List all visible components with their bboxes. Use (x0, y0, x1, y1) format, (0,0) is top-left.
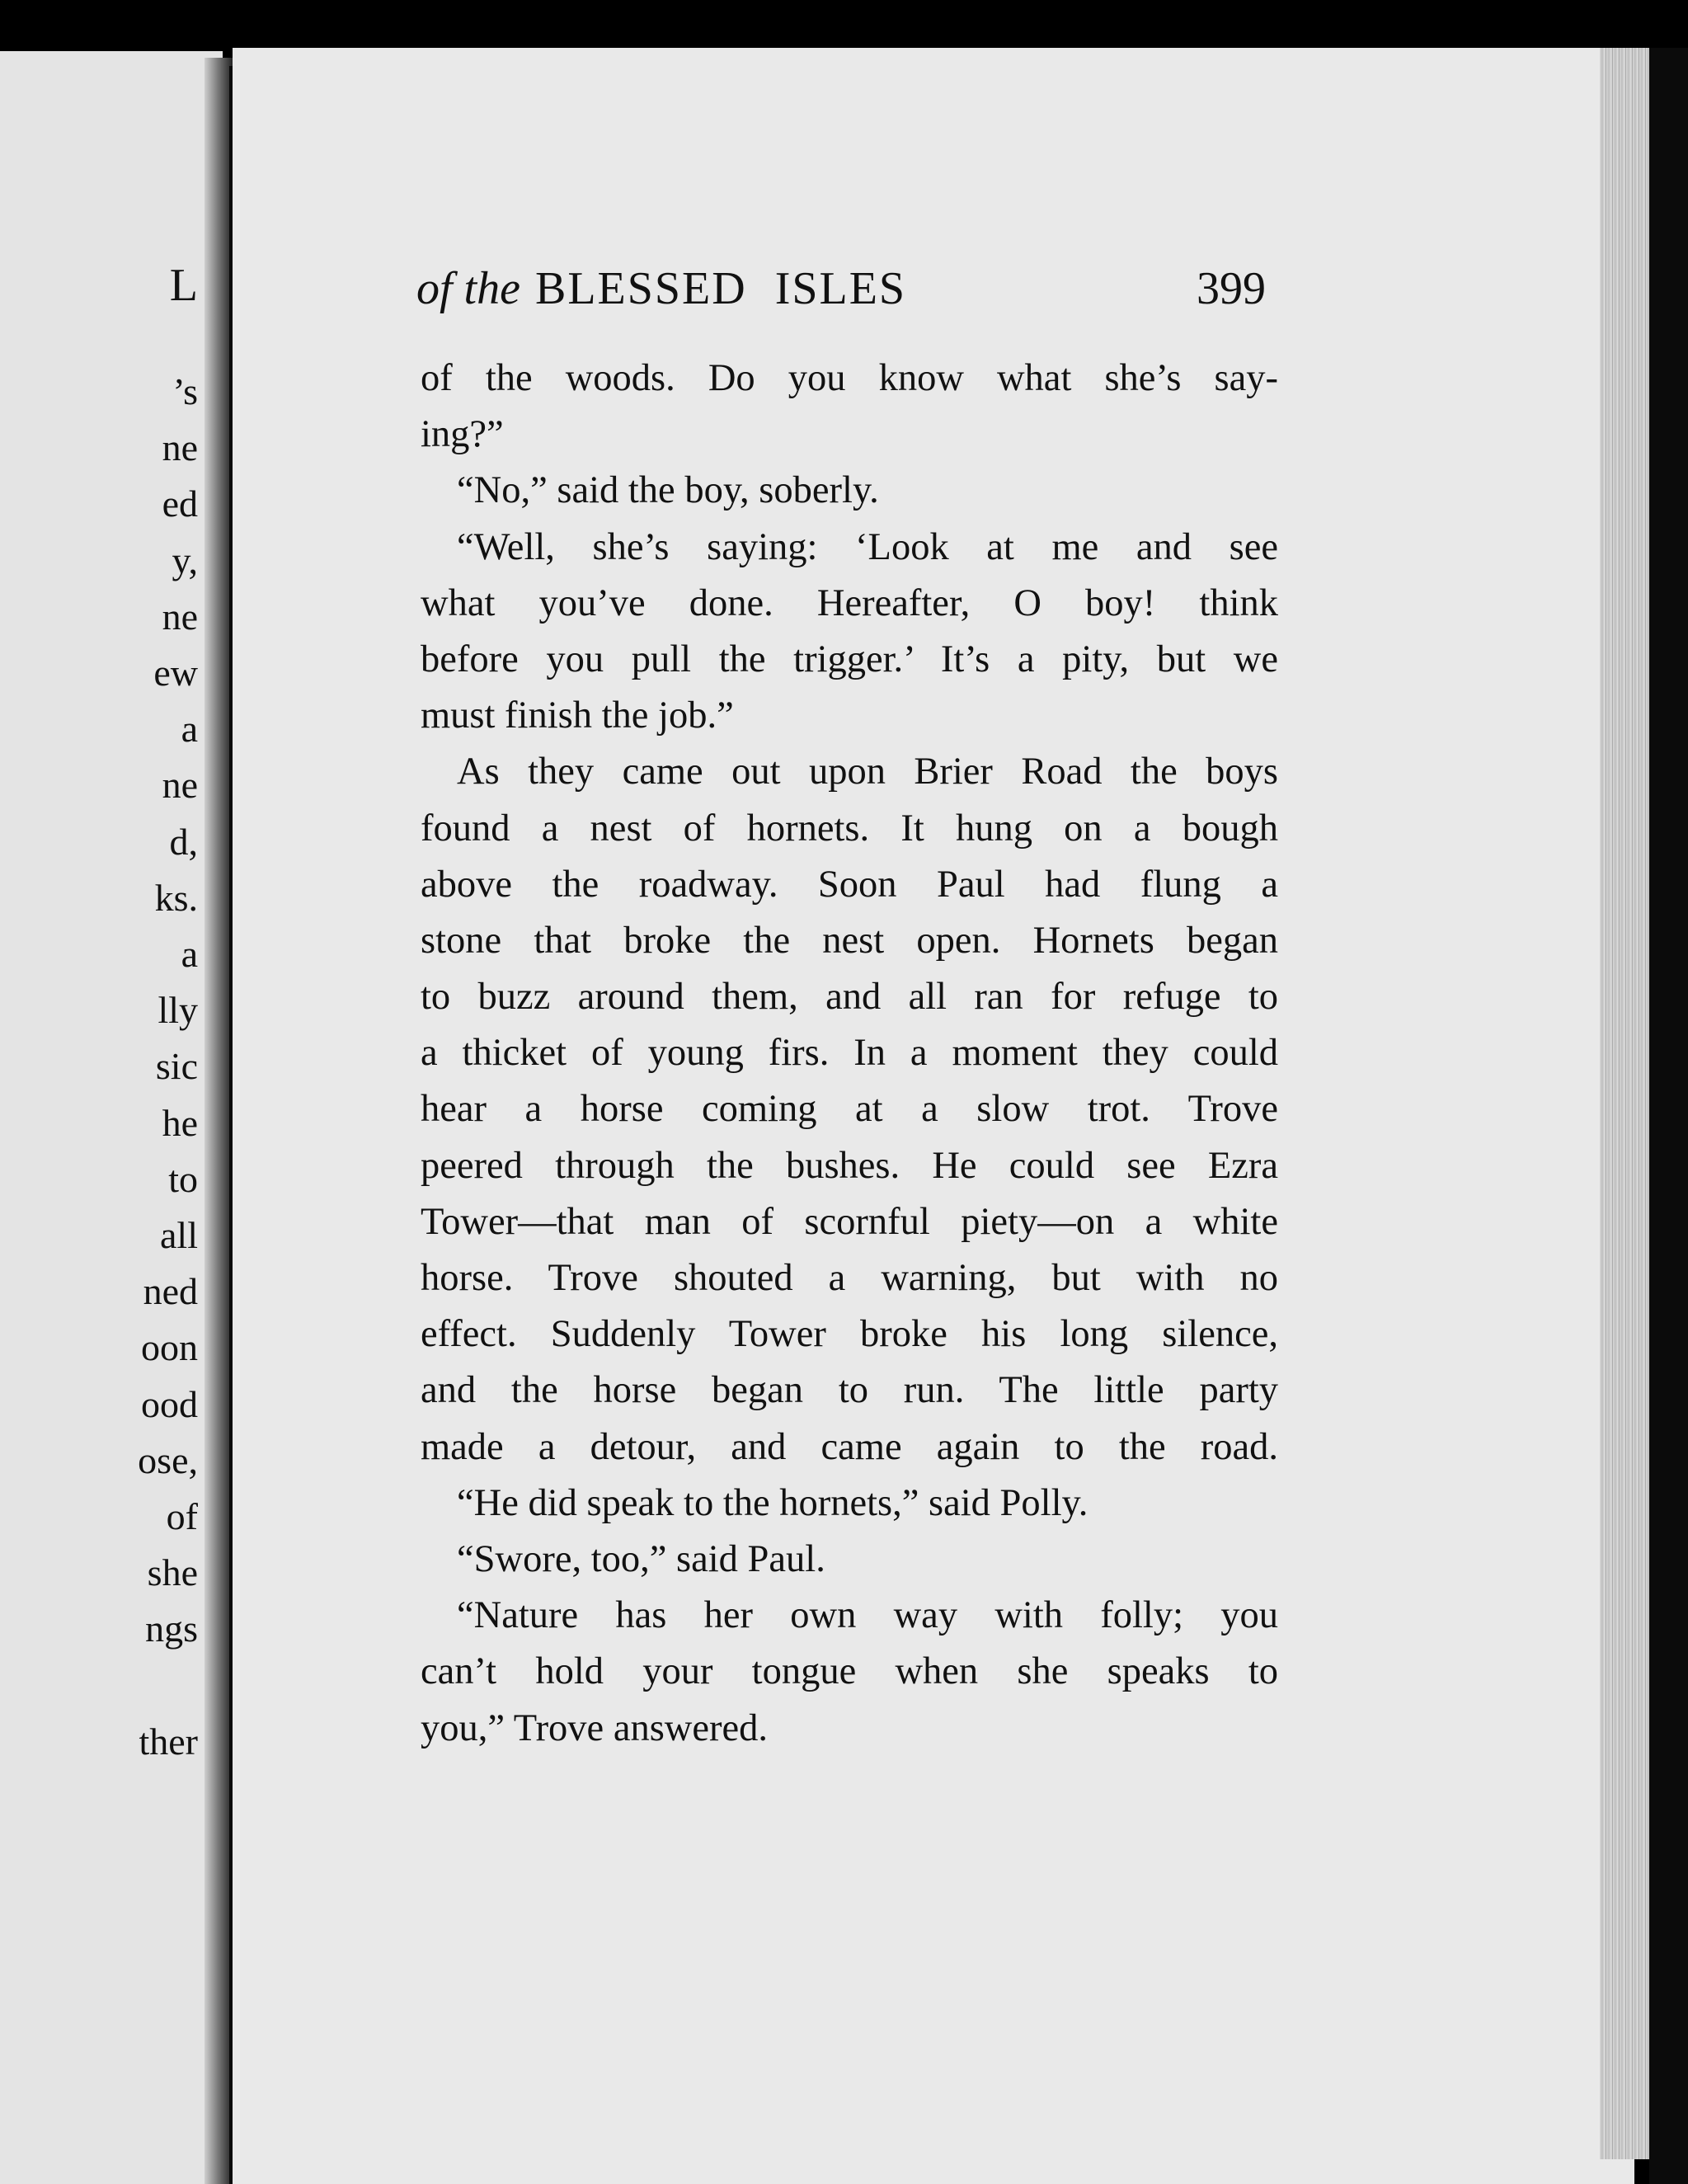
previous-page-line: oon (141, 1326, 198, 1369)
previous-page-line: ’s (172, 370, 198, 412)
text-line: effect. Suddenly Tower broke his long silence, (421, 1313, 1278, 1356)
page-number: 399 (1197, 263, 1266, 314)
running-head-title: BLESSED ISLES (534, 263, 907, 314)
body-text (421, 351, 1278, 1757)
previous-page-line: d, (169, 820, 198, 863)
previous-page-line: ed (162, 482, 198, 525)
text-line: Tower—that man of scornful piety—on a white (421, 1200, 1278, 1243)
page-edges (1600, 48, 1649, 2159)
previous-page-line: sic (155, 1045, 198, 1088)
text-line: “Swore, too,” said Paul. (457, 1537, 825, 1580)
text-line: made a detour, and came again to the road. (421, 1425, 1278, 1468)
previous-page-line: to (168, 1157, 198, 1200)
text-line: “Nature has her own way with folly; you (457, 1594, 1278, 1637)
previous-page-line: she (147, 1551, 198, 1594)
previous-page-line: ne (162, 764, 198, 807)
previous-page-text (0, 51, 198, 2184)
previous-page-line: y, (172, 539, 198, 581)
text-line: horse. Trove shouted a warning, but with no (421, 1257, 1278, 1299)
text-line: must finish the job.” (421, 694, 734, 737)
previous-page-line: L (169, 260, 198, 311)
text-line: found a nest of hornets. It hung on a bough (421, 807, 1278, 850)
previous-page-line: ne (162, 426, 198, 469)
text-line: ing?” (421, 413, 504, 456)
text-line: a thicket of young firs. In a moment they could (421, 1032, 1278, 1075)
text-line: As they came out upon Brier Road the boys (457, 751, 1278, 793)
previous-page (0, 51, 223, 2184)
previous-page-line: ne (162, 595, 198, 638)
text-line: you,” Trove answered. (421, 1706, 769, 1749)
text-line: and the horse began to run. The little party (421, 1369, 1278, 1412)
text-line: of the woods. Do you know what she’s say- (421, 357, 1278, 399)
previous-page-line: he (162, 1101, 198, 1144)
previous-page-line: a (181, 708, 198, 751)
text-line: to buzz around them, and all ran for refuge to (421, 976, 1278, 1019)
text-line: before you pull the trigger.’ It’s a pity, but we (421, 638, 1278, 680)
previous-page-line: ned (143, 1270, 198, 1313)
text-line: stone that broke the nest open. Hornets began (421, 919, 1278, 962)
text-line: hear a horse coming at a slow trot. Trove (421, 1088, 1278, 1131)
running-head-italic: of the (416, 263, 520, 314)
previous-page-line: ose, (138, 1438, 198, 1481)
running-head (416, 262, 906, 315)
right-border (1649, 48, 1688, 2184)
text-line: “Well, she’s saying: ‘Look at me and see (457, 525, 1278, 568)
previous-page-line: ks. (154, 876, 198, 919)
text-line: can’t hold your tongue when she speaks to (421, 1650, 1278, 1693)
text-line: above the roadway. Soon Paul had flung a (421, 863, 1278, 906)
previous-page-line: of (166, 1495, 198, 1537)
previous-page-line: all (160, 1214, 198, 1256)
text-line: what you’ve done. Hereafter, O boy! think (421, 581, 1278, 624)
text-line: “No,” said the boy, soberly. (457, 469, 879, 512)
text-line: “He did speak to the hornets,” said Polly. (457, 1481, 1089, 1524)
previous-page-line: lly (158, 989, 198, 1032)
text-line: peered through the bushes. He could see Ezra (421, 1144, 1278, 1187)
previous-page-line: ther (139, 1720, 198, 1763)
previous-page-line: a (181, 933, 198, 975)
previous-page-line: ew (153, 652, 198, 694)
page-header (416, 262, 1266, 320)
previous-page-line: ngs (145, 1607, 198, 1650)
previous-page-line: ood (141, 1382, 198, 1425)
